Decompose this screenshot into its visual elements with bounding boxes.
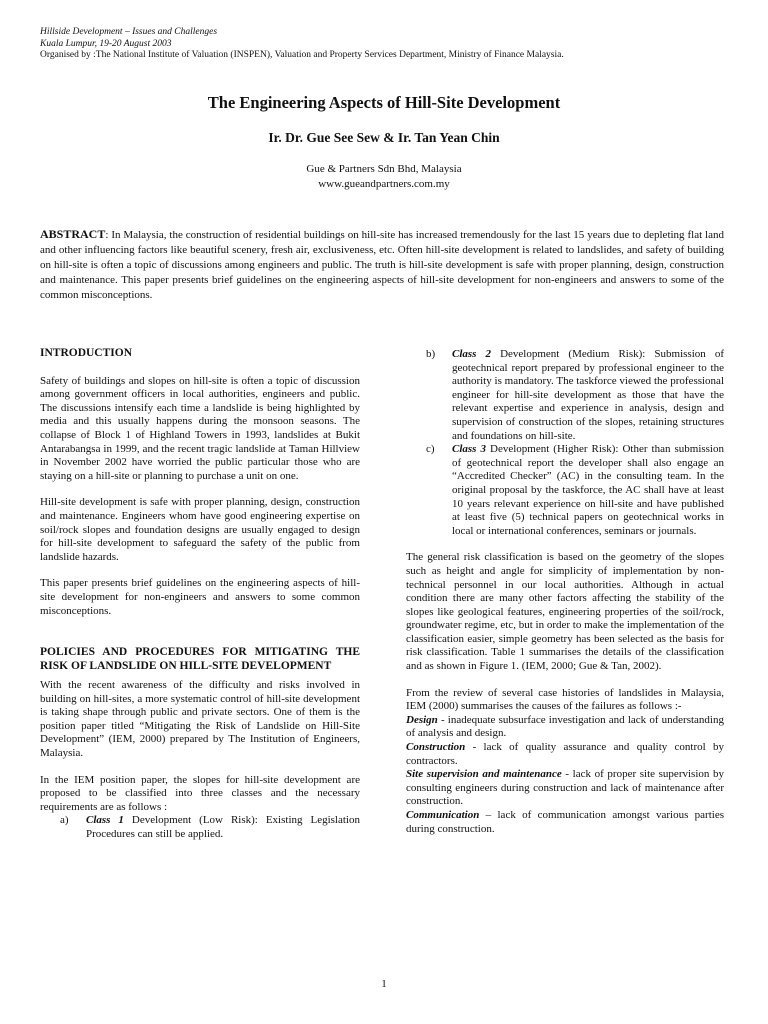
list-item-class-1 [40,814,360,841]
abstract [40,227,724,303]
abstract-text: : In Malaysia, the construction of residential buildings on hill-site has increased tremendously for the last 15 years due to depleting flat land and other influencing factors like beautiful scenery, fresh air, exclusiveness, etc. Often hill-site development is related to landslides, and safety of building on hill-site is often a topic of discussions among engineers and public. The truth is hill-site development is safe with proper planning, design, construction and maintenance. This paper presents brief guidelines on the engineering aspects of hill-site development for non-engineers and answers to some of the common misconceptions. [40,229,724,301]
intro-paragraph-1: Safety of buildings and slopes on hill-site is often a topic of discussion among government officers in local authorities, engineers and public. The discussions intensify each time a landslide is being highlighted by media and this usually happens during the monsoon seasons. The collapse of Block 1 of Highland Towers in 1993, landslides at Bukit Antarabangsa in 1999, and the recent tragic landslide at Taman Hillview in November 2002 have worried the public particular those who are staying on a hill-site or planning to purchase a unit on one. [40,374,360,482]
class-name: Class 1 [86,814,124,827]
affiliation-website[interactable]: www.gueandpartners.com.my [318,178,450,190]
class-name: Class 2 [452,348,492,360]
page-number: 1 [381,978,387,990]
cause-key: Construction [406,741,466,754]
cause-text: - lack of quality assurance and quality control by contractors. [406,741,724,767]
list-label: a) [60,814,69,827]
cause-communication [406,809,724,836]
header-location-date: Kuala Lumpur, 19-20 August 2003 [40,38,172,49]
cause-key: Communication [406,809,480,821]
list-label: b) [426,348,436,360]
list-text: Development (Higher Risk): Other than submission of geotechnical report the developer shall also engage an “Accredited Checker” (AC) in the consulting team. In the original proposal by the taskforce, the AC shall have at least 10 years relevant experience on hill-site and have published at least five (5) technical papers on geotechnical works in local or international conferences, seminars or journals. [452,443,724,537]
affiliation-company: Gue & Partners Sdn Bhd, Malaysia [306,163,462,175]
list-label: c) [426,443,435,456]
cause-site-supervision [406,768,724,809]
list-text: Development (Low Risk): Existing Legislation Procedures can still be applied. [86,814,360,841]
cause-construction [406,741,724,768]
list-text: Development (Medium Risk): Submission of geotechnical report prepared by professional engineer to the authority is mandatory. The taskforce viewed the professional engineer for hill-site development as those that have the relevant expertise and experience in analysis, design and supervision of construction of the slopes, retaining structures and foundations on hill-site. [452,348,724,442]
cause-key: Site supervision and maintenance [406,768,562,781]
list-item-class-2 [406,348,724,443]
policies-paragraph-1: With the recent awareness of the difficulty and risks involved in building on hill-sites, a more systematic control of hill-site development is taking shape through public and private sectors. One of them is the position paper titled “Mitigating the Risk of Landslide on Hill-Site Development” (IEM, 2000) prepared by The Institution of Engineers, Malaysia. [40,679,360,760]
abstract-label: ABSTRACT [40,227,106,241]
cause-key: Design [406,713,438,726]
conference-header [40,27,564,62]
left-column [40,347,360,842]
cause-text: - inadequate subsurface investigation and lack of understanding of analysis and design. [406,713,724,740]
case-histories-paragraph: From the review of several case histories of landslides in Malaysia, IEM (2000) summarises the causes of the failures as follows :- [406,686,724,713]
cause-text: – lack of communication amongst various parties during construction. [406,809,724,835]
cause-text: - lack of proper site supervision by consulting engineers during construction and lack of maintenance after construction. [406,768,724,808]
risk-classification-paragraph: The general risk classification is based on the geometry of the slopes such as height and angle for simplicity of implementation by non-technical personnel in our local authorities. Although in actual condition there are many other factors affecting the stability of the slopes like geological features, engineering properties of the soil/rock, groundwater regime, etc, but in order to make the implementation of the classification easier, simple geometry has been selected as the basis for risk classification. Table 1 summarises the details of the classification and as shown in Figure 1. (IEM, 2000; Gue & Tan, 2002). [406,551,724,673]
paper-authors: Ir. Dr. Gue See Sew & Ir. Tan Yean Chin [268,130,500,145]
introduction-heading: INTRODUCTION [40,347,133,359]
class-name: Class 3 [452,443,486,456]
intro-paragraph-2: Hill-site development is safe with proper planning, design, construction and maintenance. Engineers whom have good engineering expertise on soil/rock slopes and foundation designs are usually engaged to design for hill-site development to safeguard the safety of the public from landslide hazards. [40,496,360,563]
paper-title: The Engineering Aspects of Hill-Site Development [207,93,561,112]
list-item-class-3 [406,443,724,538]
intro-paragraph-3: This paper presents brief guidelines on the engineering aspects of hill-site development for non-engineers and answers to some common misconceptions. [40,577,360,617]
header-organiser: Organised by :The National Institute of Valuation (INSPEN), Valuation and Property Services Department, Ministry of Finance Malaysia. [40,50,564,60]
cause-design [406,714,724,741]
affiliation [0,162,768,192]
policies-heading: POLICIES AND PROCEDURES FOR MITIGATING THE RISK OF LANDSLIDE ON HILL-SITE DEVELOPMENT [40,646,360,673]
right-column [406,348,724,836]
policies-paragraph-2: In the IEM position paper, the slopes for hill-site development are proposed to be classified into three classes and the necessary requirements are as follows : [40,773,360,813]
header-event: Hillside Development – Issues and Challenges [40,27,218,37]
